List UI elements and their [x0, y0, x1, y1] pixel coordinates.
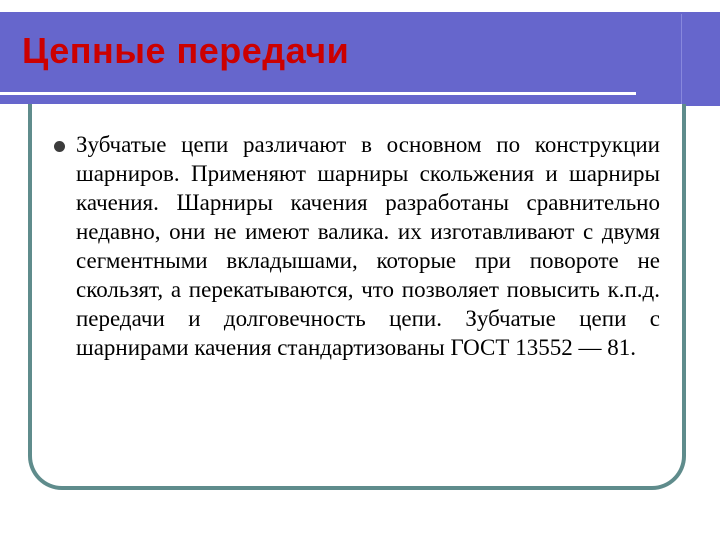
- title-underline: [0, 92, 636, 95]
- bullet-dot-icon: [54, 141, 65, 152]
- header-corner-cap: [681, 14, 720, 106]
- bullet-list: [54, 130, 660, 362]
- bullet-item: [54, 130, 660, 362]
- slide-title: Цепные передачи: [22, 30, 350, 71]
- bullet-text: Зубчатые цепи различают в основном по конструкции шарниров. Применяют шарниры скольжения и шарниры качения. Шарниры качения разработаны сравнительно недавно, они не имеют валика. их изготавливают с двумя сегментными вкладышами, которые при повороте не скользят, а перекатываются, что позволяет повысить к.п.д. передачи и долговечность цепи. Зубчатые цепи с шарнирами качения стандартизованы ГОСТ 13552 — 81.: [76, 132, 660, 360]
